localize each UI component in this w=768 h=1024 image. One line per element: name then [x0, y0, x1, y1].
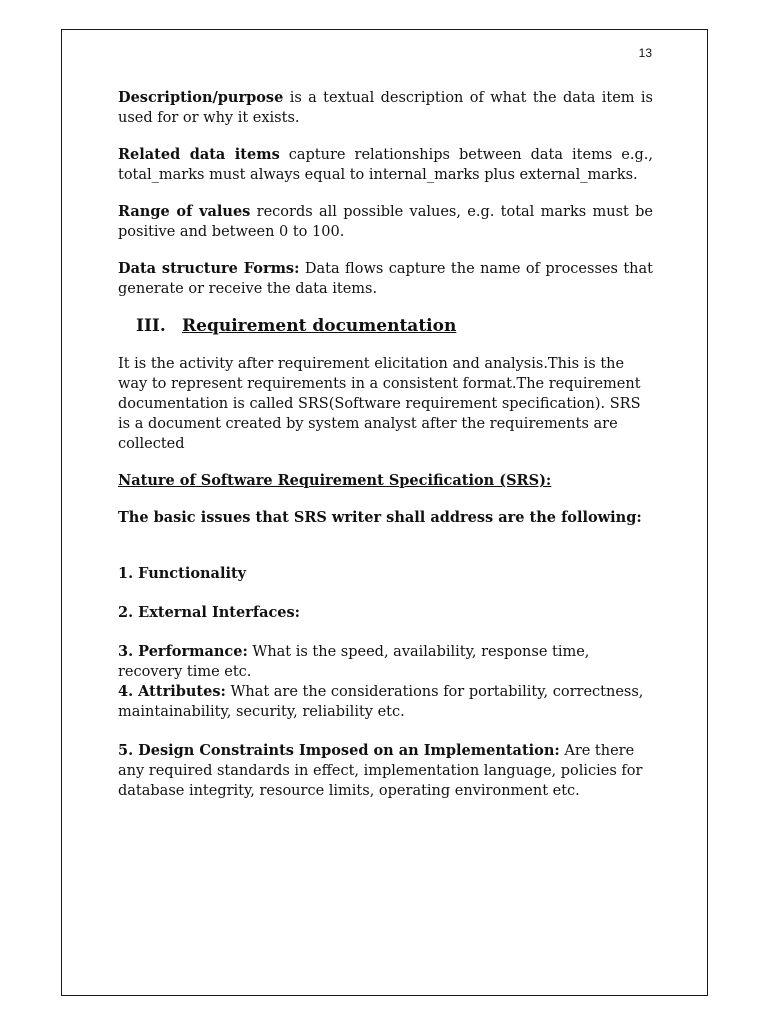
definition-term: Data structure Forms:	[118, 260, 300, 277]
issue-label: 2. External Interfaces:	[118, 604, 301, 621]
issue-item-external-interfaces	[118, 603, 653, 623]
issue-text: What is the speed, availability, response time, recovery time etc.	[118, 644, 590, 680]
definition-term: Related data items	[118, 146, 280, 163]
issue-item-attributes	[118, 682, 653, 722]
section-number: III.	[136, 316, 166, 336]
issue-label: 4. Attributes:	[118, 683, 226, 700]
definition-description-purpose	[118, 88, 653, 128]
definition-term: Range of values	[118, 203, 251, 220]
definition-data-structure-forms	[118, 259, 653, 299]
issue-text: Are there any required standards in effect, implementation language, policies for database integrity, resource limits, operating environment etc.	[118, 743, 643, 799]
page-content	[118, 88, 653, 820]
issue-item-performance	[118, 642, 653, 682]
issue-text: What are the considerations for portability, correctness, maintainability, security, reliability etc.	[118, 684, 644, 720]
issue-item-design-constraints	[118, 741, 653, 801]
subsection-title: Nature of Software Requirement Specification (SRS):	[118, 472, 552, 489]
definition-text: Data flows capture the name of processes that generate or receive the data items.	[118, 261, 653, 297]
definition-term: Description/purpose	[118, 89, 284, 106]
issue-label: 3. Performance:	[118, 643, 248, 660]
section-title: Requirement documentation	[182, 316, 457, 336]
issue-item-functionality	[118, 564, 653, 584]
definition-text: records all possible values, e.g. total marks must be positive and between 0 to 100.	[118, 204, 653, 240]
section-body: It is the activity after requirement elicitation and analysis.This is the way to represent requirements in a consistent format.The requirement documentation is called SRS(Software requirement specification). SRS is a document created by system analyst after the requirements are collected	[118, 356, 641, 452]
issue-label: 1. Functionality	[118, 565, 247, 582]
definition-text: capture relationships between data items e.g., total_marks must always equal to internal_marks plus external_marks.	[118, 147, 653, 183]
definition-range-of-values	[118, 202, 653, 242]
document-page	[61, 29, 708, 996]
page-number: 13	[638, 46, 652, 60]
definition-text: is a textual description of what the data item is used for or why it exists.	[118, 90, 653, 126]
issues-intro: The basic issues that SRS writer shall address are the following:	[118, 509, 642, 526]
definition-related-data-items	[118, 145, 653, 185]
section-heading	[136, 316, 653, 336]
issue-label: 5. Design Constraints Imposed on an Implementation:	[118, 742, 560, 759]
